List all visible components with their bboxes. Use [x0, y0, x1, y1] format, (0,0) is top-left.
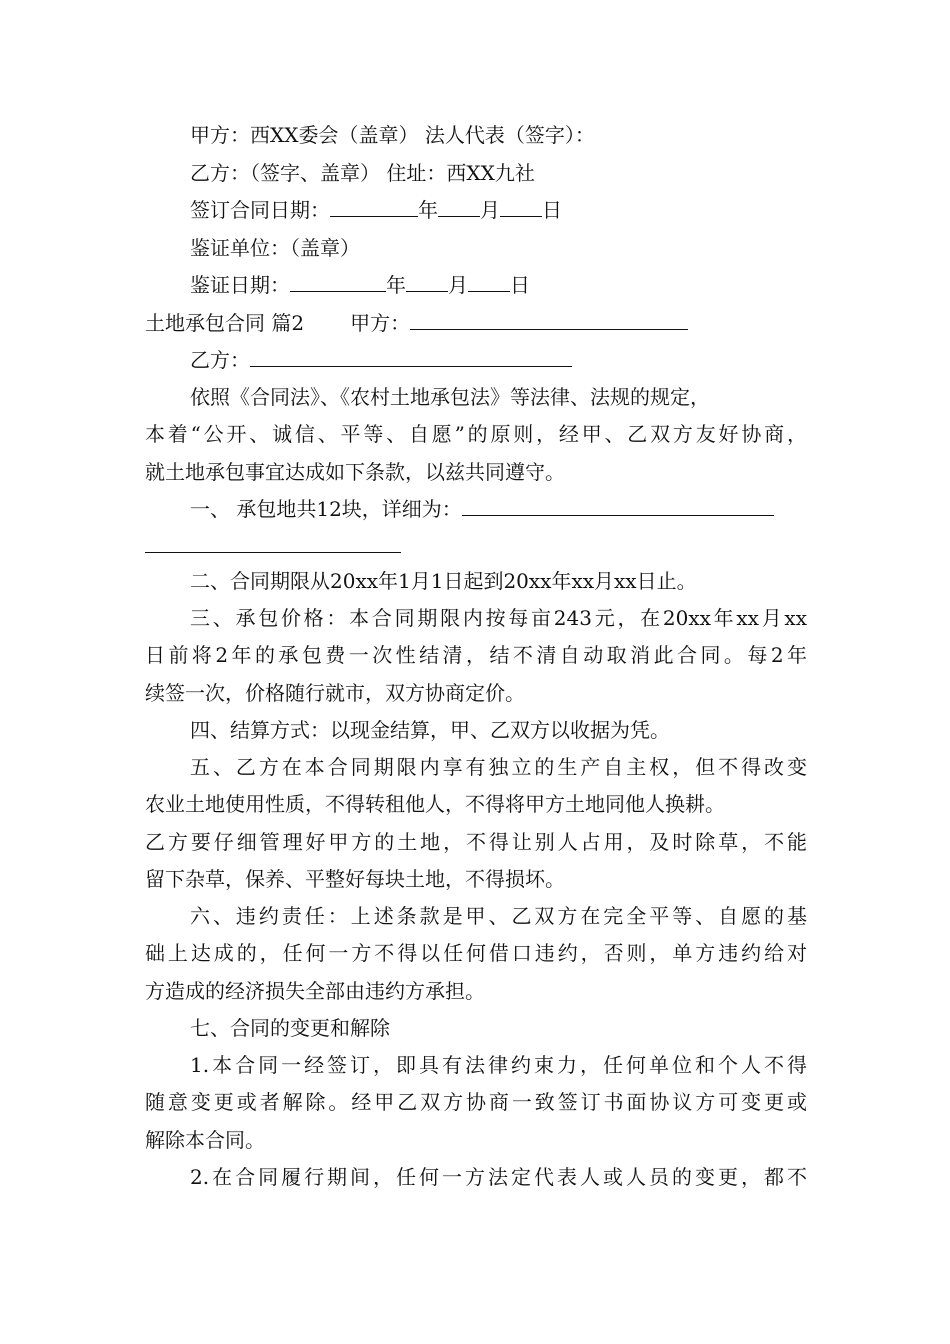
item5-line-1: 五、乙方在本合同期限内享有独立的生产自主权，但不得改变 — [190, 755, 807, 779]
year-label: 年 — [386, 273, 406, 297]
year-blank — [290, 275, 386, 292]
item6-line-3: 方造成的经济损失全部由违约方承担。 — [145, 979, 485, 1003]
contract2-heading-line — [145, 309, 688, 337]
item7-1-line-1: 1.本合同一经签订，即具有法律约束力，任何单位和个人不得 — [190, 1053, 807, 1077]
sign-date-line — [190, 196, 562, 224]
day-blank — [468, 275, 510, 292]
item1-continuation — [145, 532, 401, 560]
verify-date-line — [190, 271, 530, 299]
item1-line — [190, 495, 774, 523]
month-blank — [406, 275, 448, 292]
day-label: 日 — [510, 273, 530, 297]
intro-line-1: 依照《合同法》、《农村土地承包法》等法律、法规的规定， — [190, 385, 710, 409]
item6-line-1: 六、违约责任：上述条款是甲、乙双方在完全平等、自愿的基 — [190, 904, 807, 928]
item4-line: 四、结算方式：以现金结算，甲、乙双方以收据为凭。 — [190, 718, 670, 742]
verify-unit-line: 鉴证单位：（盖章） — [190, 236, 360, 260]
party-b-signature-line: 乙方：（签字、盖章） 住址：西XX九社 — [190, 161, 535, 185]
month-label: 月 — [448, 273, 468, 297]
item1-blank-continued — [145, 536, 401, 553]
item5-line-4: 留下杂草，保养、平整好每块土地，不得损坏。 — [145, 867, 565, 891]
day-label: 日 — [542, 198, 562, 222]
verify-date-label: 鉴证日期： — [190, 273, 290, 297]
item6-line-2: 础上达成的，任何一方不得以任何借口违约，否则，单方违约给对 — [145, 941, 807, 965]
day-blank — [500, 200, 542, 217]
party-a-signature-line: 甲方：西XX委会（盖章） 法人代表（签字）： — [190, 123, 595, 147]
contract2-heading: 土地承包合同 篇2 — [145, 311, 305, 335]
intro-line-3: 就土地承包事宜达成如下条款，以兹共同遵守。 — [145, 460, 565, 484]
party-b-label: 乙方： — [190, 348, 250, 372]
sign-date-label: 签订合同日期： — [190, 198, 330, 222]
party-b-blank — [250, 350, 572, 367]
month-blank — [438, 200, 480, 217]
item7-heading: 七、合同的变更和解除 — [190, 1016, 390, 1040]
item1-label: 一、 承包地共12块，详细为： — [190, 497, 462, 521]
item2-line: 二、合同期限从20xx年1月1日起到20xx年xx月xx日止。 — [190, 569, 697, 593]
item7-1-line-3: 解除本合同。 — [145, 1128, 265, 1152]
year-blank — [330, 200, 418, 217]
item7-1-line-2: 随意变更或者解除。经甲乙双方协商一致签订书面协议方可变更或 — [145, 1090, 807, 1114]
item1-blank — [462, 499, 774, 516]
item3-line-3: 续签一次，价格随行就市，双方协商定价。 — [145, 681, 525, 705]
intro-line-2: 本着“公开、诚信、平等、自愿”的原则，经甲、乙双方友好协商， — [145, 422, 807, 446]
party-b-line — [190, 346, 572, 374]
year-label: 年 — [418, 198, 438, 222]
item5-line-3: 乙方要仔细管理好甲方的土地，不得让别人占用，及时除草，不能 — [145, 830, 807, 854]
party-a-blank — [410, 313, 688, 330]
item7-2-line-1: 2.在合同履行期间，任何一方法定代表人或人员的变更，都不 — [190, 1165, 807, 1189]
item5-line-2: 农业土地使用性质，不得转租他人，不得将甲方土地同他人换耕。 — [145, 792, 725, 816]
month-label: 月 — [480, 198, 500, 222]
party-a-label: 甲方： — [350, 311, 411, 335]
item3-line-2: 日前将2年的承包费一次性结清，结不清自动取消此合同。每2年 — [145, 643, 807, 667]
item3-line-1: 三、承包价格：本合同期限内按每亩243元，在20xx年xx月xx — [190, 606, 807, 630]
